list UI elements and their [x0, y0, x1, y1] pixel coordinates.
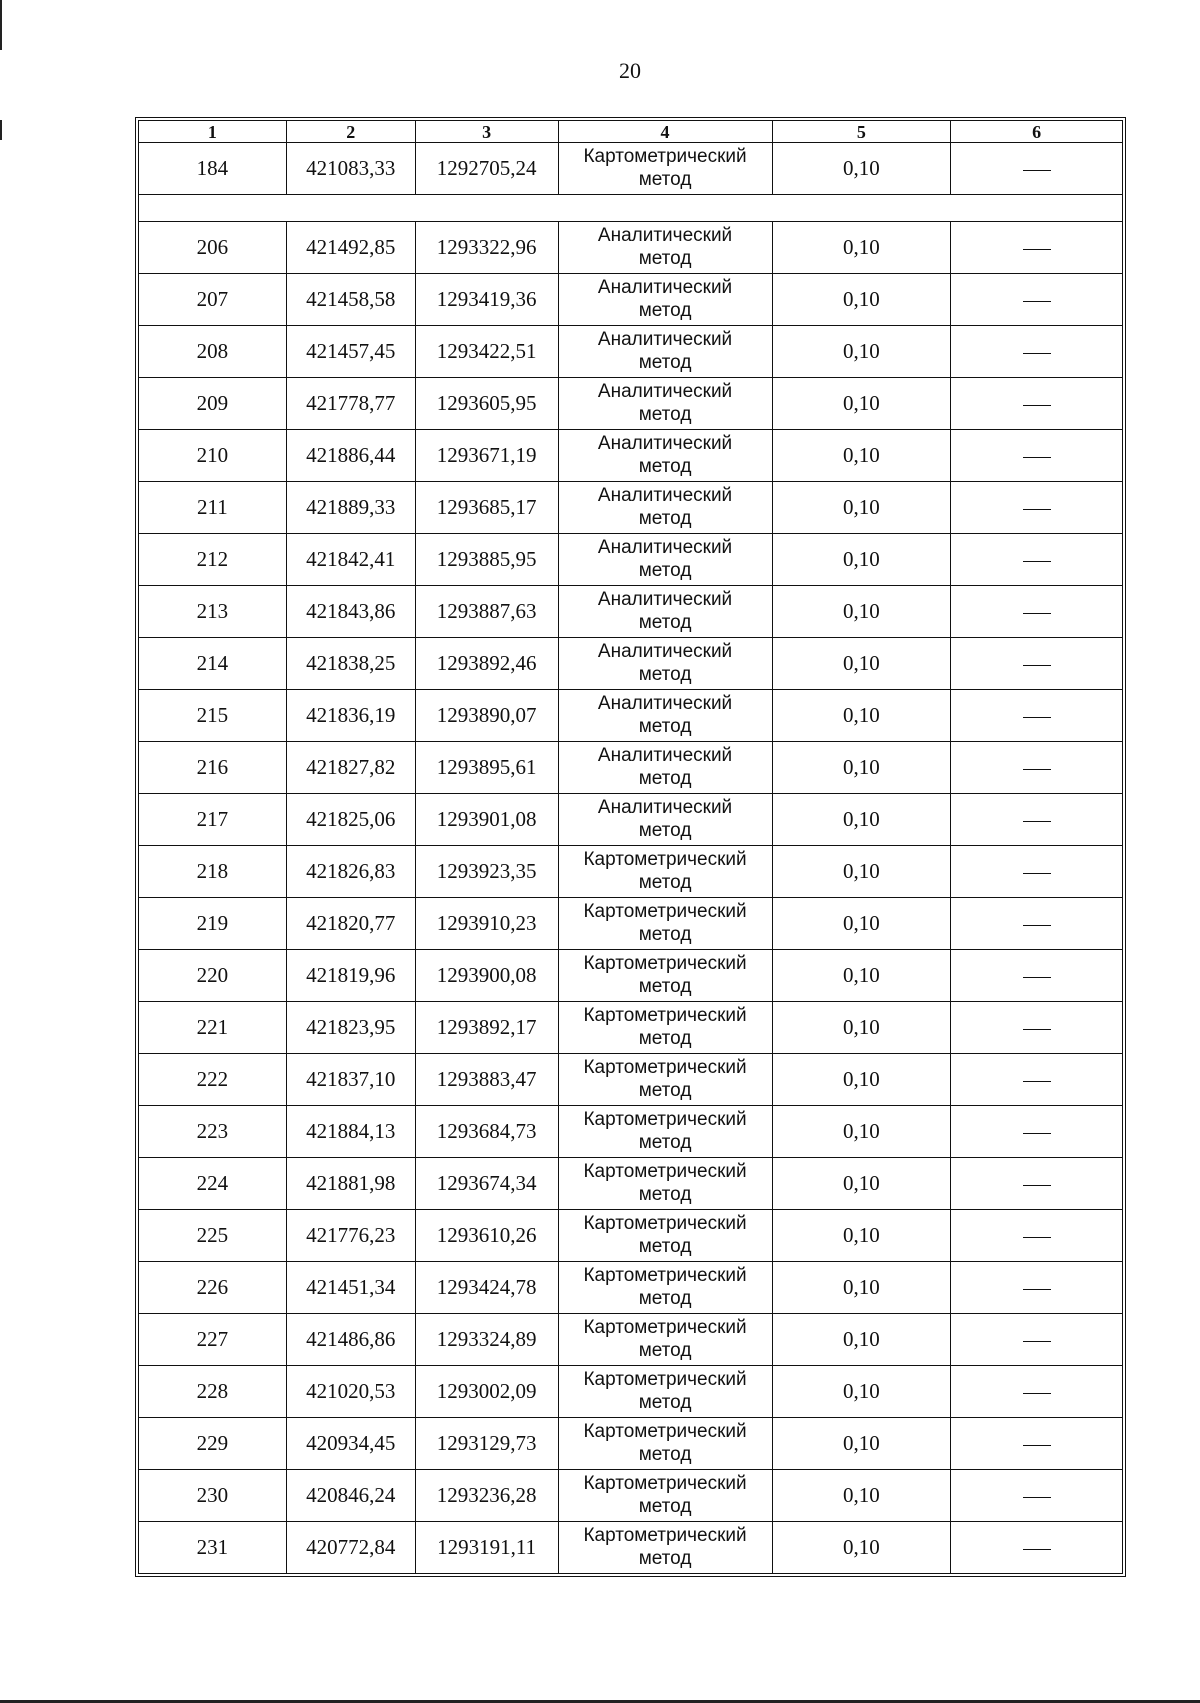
- y-coordinate-cell: 1293129,73: [415, 1418, 558, 1470]
- x-coordinate-cell: 421486,86: [286, 1314, 415, 1366]
- point-number-cell: 230: [139, 1470, 287, 1522]
- note-cell: [951, 586, 1123, 638]
- dash-symbol: [1023, 1341, 1051, 1342]
- method-label-suffix: метод: [638, 403, 692, 425]
- method-label: Аналитический: [597, 588, 733, 610]
- y-coordinate-cell: 1293610,26: [415, 1210, 558, 1262]
- dash-symbol: [1023, 1393, 1051, 1394]
- point-number-cell: 227: [139, 1314, 287, 1366]
- table-row: [139, 378, 1123, 430]
- method-label: Картометрический: [583, 1472, 747, 1494]
- note-cell: [951, 274, 1123, 326]
- accuracy-cell: 0,10: [772, 1366, 951, 1418]
- method-label-suffix: метод: [638, 1339, 692, 1361]
- method-label-suffix: метод: [638, 1183, 692, 1205]
- point-number-cell: 224: [139, 1158, 287, 1210]
- point-number-cell: 228: [139, 1366, 287, 1418]
- accuracy-cell: 0,10: [772, 898, 951, 950]
- method-cell: [558, 898, 772, 950]
- dash-symbol: [1023, 1133, 1051, 1134]
- accuracy-cell: 0,10: [772, 143, 951, 195]
- accuracy-cell: 0,10: [772, 482, 951, 534]
- table-row: [139, 1002, 1123, 1054]
- y-coordinate-cell: 1293002,09: [415, 1366, 558, 1418]
- method-label-suffix: метод: [638, 559, 692, 581]
- method-label: Аналитический: [597, 432, 733, 454]
- x-coordinate-cell: 421843,86: [286, 586, 415, 638]
- method-label: Картометрический: [583, 900, 747, 922]
- accuracy-cell: 0,10: [772, 742, 951, 794]
- point-number-cell: 219: [139, 898, 287, 950]
- table-row: [139, 222, 1123, 274]
- y-coordinate-cell: 1293419,36: [415, 274, 558, 326]
- x-coordinate-cell: 421826,83: [286, 846, 415, 898]
- x-coordinate-cell: 421020,53: [286, 1366, 415, 1418]
- accuracy-cell: 0,10: [772, 846, 951, 898]
- point-number-cell: 208: [139, 326, 287, 378]
- accuracy-cell: 0,10: [772, 794, 951, 846]
- dash-symbol: [1023, 1029, 1051, 1030]
- scan-edge-mark-middle: [0, 120, 2, 140]
- point-number-cell: 226: [139, 1262, 287, 1314]
- scan-edge-mark-top: [0, 0, 2, 50]
- point-number-cell: 213: [139, 586, 287, 638]
- method-label: Аналитический: [597, 224, 733, 246]
- note-cell: [951, 143, 1123, 195]
- dash-symbol: [1023, 301, 1051, 302]
- accuracy-cell: 0,10: [772, 1002, 951, 1054]
- point-number-cell: 210: [139, 430, 287, 482]
- table-row: [139, 1314, 1123, 1366]
- method-label: Аналитический: [597, 692, 733, 714]
- table-row: [139, 794, 1123, 846]
- method-label-suffix: метод: [638, 715, 692, 737]
- table-row-first: [139, 143, 1123, 195]
- dash-symbol: [1023, 1081, 1051, 1082]
- method-label-suffix: метод: [638, 351, 692, 373]
- note-cell: [951, 898, 1123, 950]
- y-coordinate-cell: 1293892,17: [415, 1002, 558, 1054]
- method-label-suffix: метод: [638, 819, 692, 841]
- method-label: Картометрический: [583, 1004, 747, 1026]
- accuracy-cell: 0,10: [772, 430, 951, 482]
- accuracy-cell: 0,10: [772, 1210, 951, 1262]
- column-header-3: 3: [415, 121, 558, 143]
- y-coordinate-cell: 1293883,47: [415, 1054, 558, 1106]
- method-cell: [558, 846, 772, 898]
- accuracy-cell: 0,10: [772, 274, 951, 326]
- method-label: Аналитический: [597, 484, 733, 506]
- method-label-suffix: метод: [638, 663, 692, 685]
- dash-symbol: [1023, 1185, 1051, 1186]
- accuracy-cell: 0,10: [772, 1418, 951, 1470]
- method-label-suffix: метод: [638, 507, 692, 529]
- accuracy-cell: 0,10: [772, 222, 951, 274]
- point-number-cell: 221: [139, 1002, 287, 1054]
- table-row: [139, 638, 1123, 690]
- x-coordinate-cell: 421458,58: [286, 274, 415, 326]
- y-coordinate-cell: 1293887,63: [415, 586, 558, 638]
- table-row: [139, 1470, 1123, 1522]
- method-cell: [558, 950, 772, 1002]
- x-coordinate-cell: 421838,25: [286, 638, 415, 690]
- point-number-cell: 184: [139, 143, 287, 195]
- method-label-suffix: метод: [638, 1235, 692, 1257]
- y-coordinate-cell: 1293422,51: [415, 326, 558, 378]
- method-cell: [558, 1106, 772, 1158]
- method-label-suffix: метод: [638, 975, 692, 997]
- method-cell: [558, 638, 772, 690]
- method-label-suffix: метод: [638, 1131, 692, 1153]
- y-coordinate-cell: 1293900,08: [415, 950, 558, 1002]
- dash-symbol: [1023, 405, 1051, 406]
- y-coordinate-cell: 1293671,19: [415, 430, 558, 482]
- accuracy-cell: 0,10: [772, 586, 951, 638]
- table-row: [139, 482, 1123, 534]
- table-row: [139, 690, 1123, 742]
- dash-symbol: [1023, 821, 1051, 822]
- dash-symbol: [1023, 1497, 1051, 1498]
- accuracy-cell: 0,10: [772, 326, 951, 378]
- note-cell: [951, 1002, 1123, 1054]
- table-row: [139, 950, 1123, 1002]
- table-row: [139, 1106, 1123, 1158]
- y-coordinate-cell: 1293910,23: [415, 898, 558, 950]
- x-coordinate-cell: 421823,95: [286, 1002, 415, 1054]
- table-row: [139, 1418, 1123, 1470]
- y-coordinate-cell: 1293191,11: [415, 1522, 558, 1574]
- table-row: [139, 274, 1123, 326]
- method-label-suffix: метод: [638, 1443, 692, 1465]
- column-header-5: 5: [772, 121, 951, 143]
- dash-symbol: [1023, 665, 1051, 666]
- y-coordinate-cell: 1293895,61: [415, 742, 558, 794]
- method-label-suffix: метод: [638, 168, 692, 190]
- accuracy-cell: 0,10: [772, 1522, 951, 1574]
- method-label: Картометрический: [583, 1108, 747, 1130]
- point-number-cell: 222: [139, 1054, 287, 1106]
- method-label: Картометрический: [583, 1160, 747, 1182]
- dash-symbol: [1023, 977, 1051, 978]
- y-coordinate-cell: 1293236,28: [415, 1470, 558, 1522]
- dash-symbol: [1023, 509, 1051, 510]
- x-coordinate-cell: 421776,23: [286, 1210, 415, 1262]
- note-cell: [951, 742, 1123, 794]
- y-coordinate-cell: 1292705,24: [415, 143, 558, 195]
- method-label: Картометрический: [583, 1056, 747, 1078]
- x-coordinate-cell: 421492,85: [286, 222, 415, 274]
- note-cell: [951, 534, 1123, 586]
- table-row: [139, 1054, 1123, 1106]
- method-label-suffix: метод: [638, 767, 692, 789]
- point-number-cell: 218: [139, 846, 287, 898]
- method-label: Картометрический: [583, 145, 747, 167]
- point-number-cell: 220: [139, 950, 287, 1002]
- method-label-suffix: метод: [638, 1287, 692, 1309]
- coordinates-table-frame: [135, 117, 1126, 1577]
- method-cell: [558, 586, 772, 638]
- y-coordinate-cell: 1293322,96: [415, 222, 558, 274]
- note-cell: [951, 378, 1123, 430]
- method-cell: [558, 326, 772, 378]
- dash-symbol: [1023, 457, 1051, 458]
- y-coordinate-cell: 1293674,34: [415, 1158, 558, 1210]
- point-number-cell: 206: [139, 222, 287, 274]
- note-cell: [951, 1366, 1123, 1418]
- method-cell: [558, 1210, 772, 1262]
- method-cell: [558, 430, 772, 482]
- note-cell: [951, 1470, 1123, 1522]
- method-cell: [558, 534, 772, 586]
- x-coordinate-cell: 421451,34: [286, 1262, 415, 1314]
- dash-symbol: [1023, 769, 1051, 770]
- method-label-suffix: метод: [638, 871, 692, 893]
- method-label: Аналитический: [597, 640, 733, 662]
- accuracy-cell: 0,10: [772, 950, 951, 1002]
- method-cell: [558, 1522, 772, 1574]
- point-number-cell: 225: [139, 1210, 287, 1262]
- dash-symbol: [1023, 873, 1051, 874]
- method-label-suffix: метод: [638, 1547, 692, 1569]
- y-coordinate-cell: 1293684,73: [415, 1106, 558, 1158]
- y-coordinate-cell: 1293885,95: [415, 534, 558, 586]
- method-label-suffix: метод: [638, 923, 692, 945]
- method-label: Картометрический: [583, 1316, 747, 1338]
- note-cell: [951, 638, 1123, 690]
- accuracy-cell: 0,10: [772, 1158, 951, 1210]
- page-number: 20: [619, 58, 641, 83]
- method-label-suffix: метод: [638, 247, 692, 269]
- method-cell: [558, 690, 772, 742]
- dash-symbol: [1023, 561, 1051, 562]
- note-cell: [951, 326, 1123, 378]
- table-row: [139, 430, 1123, 482]
- dash-symbol: [1023, 1445, 1051, 1446]
- dash-symbol: [1023, 249, 1051, 250]
- method-cell: [558, 222, 772, 274]
- method-label-suffix: метод: [638, 1027, 692, 1049]
- table-row: [139, 326, 1123, 378]
- method-cell: [558, 1158, 772, 1210]
- table-row: [139, 742, 1123, 794]
- gap-cell: [139, 195, 1123, 222]
- y-coordinate-cell: 1293901,08: [415, 794, 558, 846]
- method-cell: [558, 1002, 772, 1054]
- method-label: Аналитический: [597, 380, 733, 402]
- method-label: Аналитический: [597, 536, 733, 558]
- method-label-suffix: метод: [638, 1495, 692, 1517]
- x-coordinate-cell: 421884,13: [286, 1106, 415, 1158]
- point-number-cell: 231: [139, 1522, 287, 1574]
- accuracy-cell: 0,10: [772, 378, 951, 430]
- x-coordinate-cell: 421837,10: [286, 1054, 415, 1106]
- table-row: [139, 1262, 1123, 1314]
- header-row: [139, 121, 1123, 143]
- dash-symbol: [1023, 717, 1051, 718]
- x-coordinate-cell: 420772,84: [286, 1522, 415, 1574]
- y-coordinate-cell: 1293892,46: [415, 638, 558, 690]
- dash-symbol: [1023, 925, 1051, 926]
- method-cell: [558, 143, 772, 195]
- table-row: [139, 1522, 1123, 1574]
- note-cell: [951, 1210, 1123, 1262]
- column-header-1: 1: [139, 121, 287, 143]
- table-row: [139, 1366, 1123, 1418]
- point-number-cell: 211: [139, 482, 287, 534]
- method-label: Картометрический: [583, 952, 747, 974]
- x-coordinate-cell: 421842,41: [286, 534, 415, 586]
- accuracy-cell: 0,10: [772, 638, 951, 690]
- method-cell: [558, 742, 772, 794]
- note-cell: [951, 1054, 1123, 1106]
- accuracy-cell: 0,10: [772, 1314, 951, 1366]
- method-cell: [558, 1314, 772, 1366]
- accuracy-cell: 0,10: [772, 1470, 951, 1522]
- method-label: Картометрический: [583, 1212, 747, 1234]
- x-coordinate-cell: 421819,96: [286, 950, 415, 1002]
- point-number-cell: 215: [139, 690, 287, 742]
- note-cell: [951, 1262, 1123, 1314]
- method-label: Картометрический: [583, 1420, 747, 1442]
- method-label: Картометрический: [583, 1264, 747, 1286]
- point-number-cell: 212: [139, 534, 287, 586]
- method-cell: [558, 1470, 772, 1522]
- point-number-cell: 217: [139, 794, 287, 846]
- method-label: Аналитический: [597, 276, 733, 298]
- note-cell: [951, 430, 1123, 482]
- y-coordinate-cell: 1293923,35: [415, 846, 558, 898]
- note-cell: [951, 1314, 1123, 1366]
- y-coordinate-cell: 1293890,07: [415, 690, 558, 742]
- dash-symbol: [1023, 1289, 1051, 1290]
- accuracy-cell: 0,10: [772, 1106, 951, 1158]
- accuracy-cell: 0,10: [772, 1054, 951, 1106]
- note-cell: [951, 1106, 1123, 1158]
- point-number-cell: 229: [139, 1418, 287, 1470]
- point-number-cell: 207: [139, 274, 287, 326]
- column-header-4: 4: [558, 121, 772, 143]
- y-coordinate-cell: 1293605,95: [415, 378, 558, 430]
- x-coordinate-cell: 421889,33: [286, 482, 415, 534]
- accuracy-cell: 0,10: [772, 534, 951, 586]
- table-row: [139, 846, 1123, 898]
- method-label: Аналитический: [597, 744, 733, 766]
- note-cell: [951, 1418, 1123, 1470]
- dash-symbol: [1023, 170, 1051, 171]
- note-cell: [951, 794, 1123, 846]
- method-cell: [558, 482, 772, 534]
- method-label-suffix: метод: [638, 455, 692, 477]
- x-coordinate-cell: 421881,98: [286, 1158, 415, 1210]
- method-label-suffix: метод: [638, 1079, 692, 1101]
- method-cell: [558, 274, 772, 326]
- table-row: [139, 1210, 1123, 1262]
- y-coordinate-cell: 1293324,89: [415, 1314, 558, 1366]
- note-cell: [951, 222, 1123, 274]
- method-label: Картометрический: [583, 848, 747, 870]
- note-cell: [951, 1158, 1123, 1210]
- point-number-cell: 214: [139, 638, 287, 690]
- method-cell: [558, 1054, 772, 1106]
- coordinates-table: [138, 120, 1123, 1574]
- method-label: Картометрический: [583, 1368, 747, 1390]
- table-row: [139, 586, 1123, 638]
- x-coordinate-cell: 421836,19: [286, 690, 415, 742]
- table-row: [139, 1158, 1123, 1210]
- dash-symbol: [1023, 613, 1051, 614]
- column-header-6: 6: [951, 121, 1123, 143]
- y-coordinate-cell: 1293685,17: [415, 482, 558, 534]
- note-cell: [951, 482, 1123, 534]
- method-label: Аналитический: [597, 796, 733, 818]
- point-number-cell: 216: [139, 742, 287, 794]
- method-label-suffix: метод: [638, 299, 692, 321]
- x-coordinate-cell: 420934,45: [286, 1418, 415, 1470]
- note-cell: [951, 1522, 1123, 1574]
- method-cell: [558, 794, 772, 846]
- note-cell: [951, 846, 1123, 898]
- table-gap-row: [139, 195, 1123, 222]
- method-cell: [558, 1262, 772, 1314]
- note-cell: [951, 950, 1123, 1002]
- x-coordinate-cell: 421825,06: [286, 794, 415, 846]
- y-coordinate-cell: 1293424,78: [415, 1262, 558, 1314]
- method-cell: [558, 1366, 772, 1418]
- x-coordinate-cell: 421778,77: [286, 378, 415, 430]
- x-coordinate-cell: 421820,77: [286, 898, 415, 950]
- method-label: Картометрический: [583, 1524, 747, 1546]
- method-cell: [558, 1418, 772, 1470]
- x-coordinate-cell: 421886,44: [286, 430, 415, 482]
- method-label-suffix: метод: [638, 1391, 692, 1413]
- x-coordinate-cell: 421827,82: [286, 742, 415, 794]
- method-label: Аналитический: [597, 328, 733, 350]
- point-number-cell: 209: [139, 378, 287, 430]
- dash-symbol: [1023, 1237, 1051, 1238]
- point-number-cell: 223: [139, 1106, 287, 1158]
- x-coordinate-cell: 421457,45: [286, 326, 415, 378]
- note-cell: [951, 690, 1123, 742]
- column-header-2: 2: [286, 121, 415, 143]
- x-coordinate-cell: 421083,33: [286, 143, 415, 195]
- x-coordinate-cell: 420846,24: [286, 1470, 415, 1522]
- dash-symbol: [1023, 1549, 1051, 1550]
- method-label-suffix: метод: [638, 611, 692, 633]
- dash-symbol: [1023, 353, 1051, 354]
- accuracy-cell: 0,10: [772, 690, 951, 742]
- method-cell: [558, 378, 772, 430]
- accuracy-cell: 0,10: [772, 1262, 951, 1314]
- table-row: [139, 898, 1123, 950]
- table-row: [139, 534, 1123, 586]
